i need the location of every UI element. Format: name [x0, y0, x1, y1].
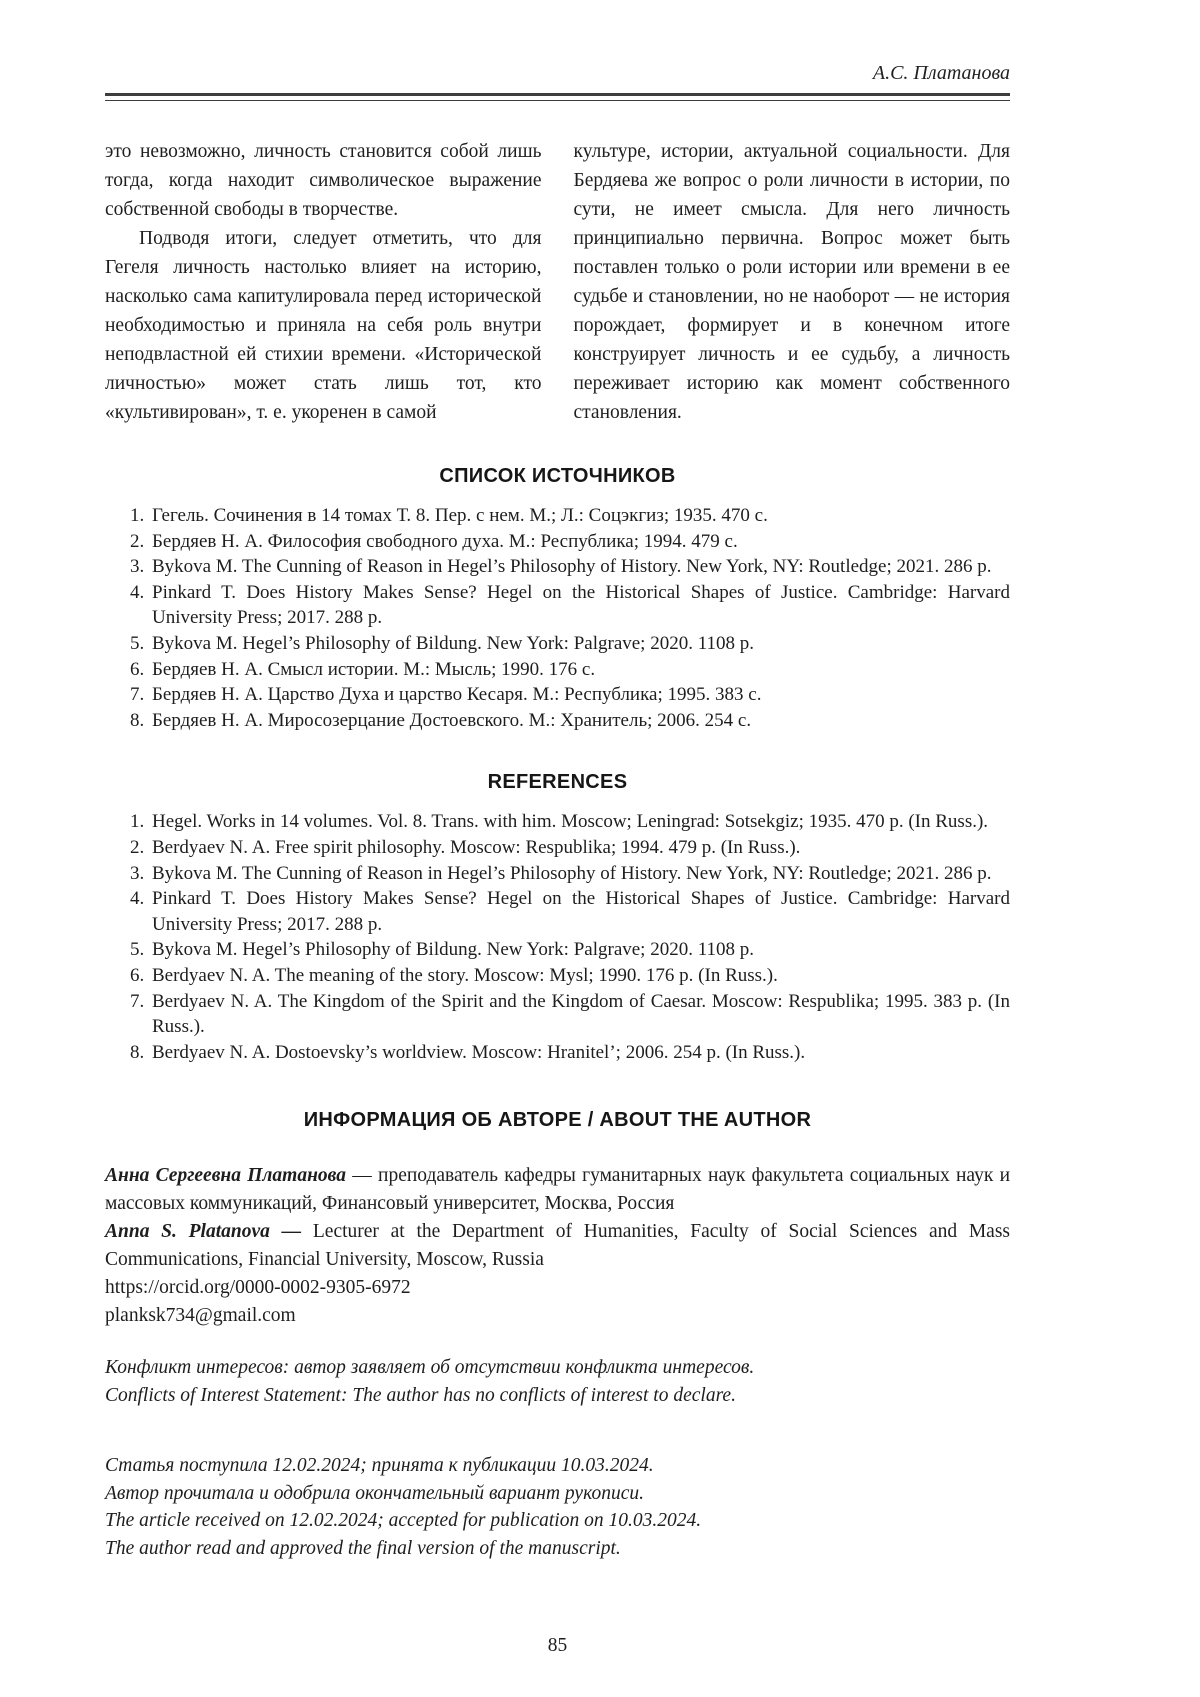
source-item: 2. Бердяев Н. А. Философия свободного духа. М.: Республика; 1994. 479 с. [149, 529, 1010, 555]
source-item: 8. Бердяев Н. А. Миросозерцание Достоевского. М.: Хранитель; 2006. 254 с. [149, 708, 1010, 734]
body-paragraph: Подводя итоги, следует отметить, что для Гегеля личность настолько влияет на историю, насколько сама капитулировала перед исторической необходимостью и приняла на себя роль внутри неподвластной ей стихии времени. «Исторической личностью» может стать лишь тот, кто «культивирован», т. е. укоренен в самой [105, 228, 542, 423]
right-column [574, 137, 1011, 427]
author-role-en: Lecturer at the Department of Humanities, Faculty of Social Sciences and Mass Communications, Financial University, Moscow, Russia [105, 1221, 1011, 1271]
sources-title: СПИСОК ИСТОЧНИКОВ [439, 465, 676, 487]
reference-item: 4. Pinkard T. Does History Makes Sense? Hegel on the Historical Shapes of Justice. Cambridge: Harvard University Press; 2017. 288 p. [149, 886, 1010, 937]
orcid-line [105, 1274, 1010, 1302]
conflict-of-interest [105, 1354, 1010, 1410]
source-item: 4. Pinkard T. Does History Makes Sense? Hegel on the Historical Shapes of Justice. Cambridge: Harvard University Press; 2017. 288 p. [149, 580, 1010, 631]
reference-item: 5. Bykova M. Hegel’s Philosophy of Bildung. New York: Palgrave; 2020. 1108 p. [149, 937, 1010, 963]
reference-item: 7. Berdyaev N. A. The Kingdom of the Spirit and the Kingdom of Caesar. Moscow: Respublika; 1995. 383 p. (In Russ.). [149, 989, 1010, 1040]
author-info [105, 1162, 1010, 1330]
author-role-ru: — преподаватель кафедры гуманитарных наук факультета социальных наук и массовых коммуникаций, Финансовый университет, Москва, Россия [105, 1165, 1010, 1215]
body-paragraph: культуре, истории, актуальной социальности. Для Бердяева же вопрос о роли личности в истории, по сути, не имеет смысла. Для него личность принципиально первична. Вопрос может быть поставлен только о роли истории или времени в ее судьбе и становлении, но не наоборот — не история порождает, формирует и в конечном итоге конструирует личность и ее судьбу, а личность переживает историю как момент собственного становления. [573, 141, 1010, 423]
reference-item: 3. Bykova M. The Cunning of Reason in Hegel’s Philosophy of History. New York, NY: Routledge; 2021. 286 p. [149, 861, 1010, 887]
date-line-ru-approved: Автор прочитала и одобрила окончательный вариант рукописи. [105, 1482, 644, 1504]
author-en-line [105, 1218, 1010, 1274]
author-name-ru: Анна Сергеевна Платанова [105, 1165, 347, 1187]
left-column [105, 137, 542, 427]
conflict-statement-en: Conflicts of Interest Statement: The author has no conflicts of interest to declare. [105, 1385, 736, 1407]
reference-item: 6. Berdyaev N. A. The meaning of the story. Moscow: Mysl; 1990. 176 p. (In Russ.). [149, 963, 1010, 989]
reference-item: 2. Berdyaev N. A. Free spirit philosophy. Moscow: Respublika; 1994. 479 p. (In Russ.). [149, 835, 1010, 861]
body-text [105, 137, 1010, 427]
reference-item: 8. Berdyaev N. A. Dostoevsky’s worldview. Moscow: Hranitel’; 2006. 254 p. (In Russ.). [149, 1040, 1010, 1066]
author-name-en: Anna S. Platanova — [105, 1221, 302, 1243]
author-ru-line [105, 1162, 1010, 1218]
source-item: 1. Гегель. Сочинения в 14 томах Т. 8. Пер. с нем. М.; Л.: Соцэкгиз; 1935. 470 с. [149, 503, 1010, 529]
conflict-statement-ru: Конфликт интересов: автор заявляет об отсутствии конфликта интересов. [105, 1357, 755, 1379]
header-rule [105, 93, 1010, 101]
references-title: REFERENCES [487, 771, 628, 794]
source-item: 5. Bykova M. Hegel’s Philosophy of Bildung. New York: Palgrave; 2020. 1108 p. [149, 631, 1010, 657]
page-number: 85 [547, 1635, 568, 1656]
orcid-link[interactable]: https://orcid.org/0000-0002-9305-6972 [105, 1277, 411, 1299]
source-item: 3. Bykova M. The Cunning of Reason in Hegel’s Philosophy of History. New York, NY: Routledge; 2021. 286 p. [149, 554, 1010, 580]
body-paragraph: это невозможно, личность становится собой лишь тогда, когда находит символическое выражение собственной свободы в творчестве. [105, 141, 542, 220]
email-line [105, 1302, 1010, 1330]
author-info-title: ИНФОРМАЦИЯ ОБ АВТОРЕ / ABOUT THE AUTHOR [303, 1109, 812, 1132]
article-dates [105, 1452, 1010, 1562]
sources-list [105, 503, 1010, 733]
date-line-ru-received: Статья поступила 12.02.2024; принята к публикации 10.03.2024. [105, 1455, 654, 1477]
reference-item: 1. Hegel. Works in 14 volumes. Vol. 8. Trans. with him. Moscow; Leningrad: Sotsekgiz; 1935. 470 p. (In Russ.). [149, 809, 1010, 835]
source-item: 7. Бердяев Н. А. Царство Духа и царство Кесаря. М.: Республика; 1995. 383 с. [149, 682, 1010, 708]
email-link[interactable]: planksk734@gmail.com [105, 1305, 296, 1327]
source-item: 6. Бердяев Н. А. Смысл истории. М.: Мысль; 1990. 176 с. [149, 657, 1010, 683]
references-list [105, 809, 1010, 1065]
date-line-en-approved: The author read and approved the final version of the manuscript. [105, 1537, 621, 1559]
date-line-en-received: The article received on 12.02.2024; accepted for publication on 10.03.2024. [105, 1510, 702, 1532]
page-header [105, 62, 1010, 101]
running-head: А.С. Платанова [872, 62, 1010, 84]
